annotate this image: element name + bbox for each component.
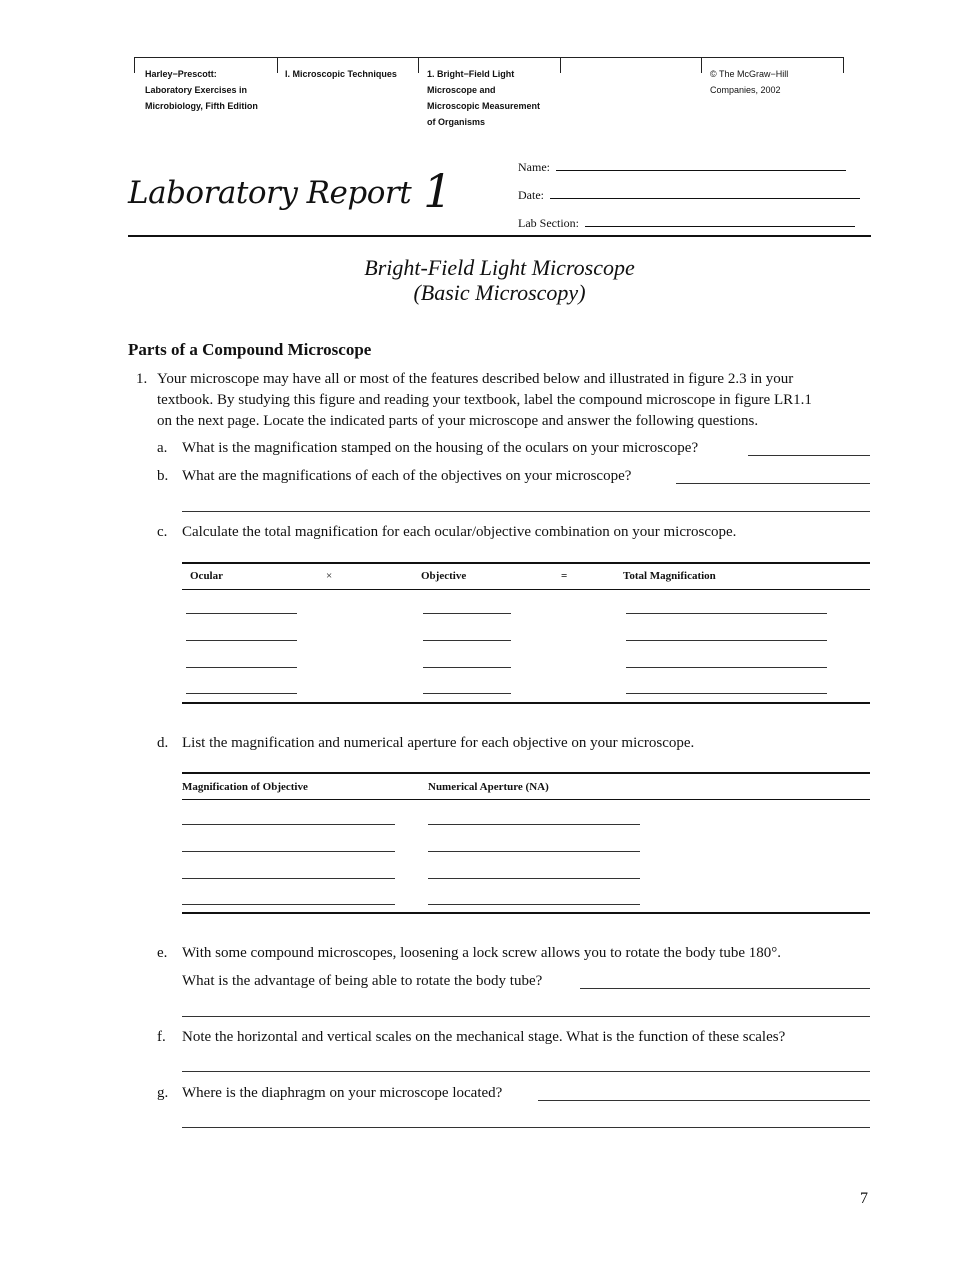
answer-b-line-2[interactable] <box>182 511 870 512</box>
question-a-letter: a. <box>157 440 168 456</box>
total-blank[interactable] <box>626 693 827 694</box>
question-b-letter: b. <box>157 468 169 484</box>
subtitle-line2: (Basic Microscopy) <box>413 280 586 305</box>
question-f-letter: f. <box>157 1029 166 1045</box>
question-c-letter: c. <box>157 524 168 540</box>
answer-a-line[interactable] <box>748 455 870 456</box>
times-symbol: × <box>326 570 333 582</box>
answer-e-line-2[interactable] <box>182 1016 870 1017</box>
table-c-top-rule <box>182 562 870 564</box>
ocular-blank[interactable] <box>186 640 297 641</box>
equals-symbol: = <box>561 570 568 582</box>
question-g-text: Where is the diaphragm on your microscope located? <box>182 1085 503 1101</box>
na-blank[interactable] <box>428 824 640 825</box>
date-line[interactable] <box>550 198 860 199</box>
ocular-blank[interactable] <box>186 613 297 614</box>
table-d-top-rule <box>182 772 870 774</box>
total-blank[interactable] <box>626 640 827 641</box>
intro-line: on the next page. Locate the indicated parts of your microscope and answer the following questions. <box>157 413 759 429</box>
mag-blank[interactable] <box>182 878 395 879</box>
question-d-letter: d. <box>157 735 169 751</box>
mag-blank[interactable] <box>182 904 395 905</box>
question-d-text: List the magnification and numerical aperture for each objective on your microscope. <box>182 735 695 751</box>
question-g-letter: g. <box>157 1085 169 1101</box>
subtitle-line1: Bright-Field Light Microscope <box>364 255 635 280</box>
table-c-header-ocular: Ocular <box>190 570 223 582</box>
question-e-letter: e. <box>157 945 168 961</box>
total-blank[interactable] <box>626 667 827 668</box>
name-line[interactable] <box>556 170 846 171</box>
header-book: Harley−Prescott: Laboratory Exercises in Microbiology, Fifth Edition <box>145 69 258 111</box>
ocular-blank[interactable] <box>186 693 297 694</box>
lab-section-line[interactable] <box>585 226 855 227</box>
date-label: Date: <box>518 188 544 202</box>
title-rule <box>128 235 871 237</box>
intro-paragraph <box>157 369 812 432</box>
report-title <box>128 160 452 218</box>
lab-section-label: Lab Section: <box>518 216 579 230</box>
intro-line: Your microscope may have all or most of the features described below and illustrated in figure 2.3 in your <box>157 371 794 387</box>
ocular-blank[interactable] <box>186 667 297 668</box>
objective-blank[interactable] <box>423 613 511 614</box>
date-field[interactable] <box>518 188 860 203</box>
table-d-header-mag: Magnification of Objective <box>182 781 308 793</box>
question-e-text: With some compound microscopes, loosening a lock screw allows you to rotate the body tube 180°. <box>182 945 782 961</box>
page-number: 7 <box>860 1190 868 1207</box>
section-heading: Parts of a Compound Microscope <box>128 340 372 359</box>
subtitle <box>128 255 871 305</box>
question-a-text: What is the magnification stamped on the housing of the oculars on your microscope? <box>182 440 699 456</box>
header-copyright: © The McGraw−Hill Companies, 2002 <box>710 69 789 95</box>
report-title-text: Laboratory Report <box>128 175 412 211</box>
intro-line: textbook. By studying this figure and reading your textbook, label the compound microscope in figure LR1.1 <box>157 392 812 408</box>
question-c-text: Calculate the total magnification for each ocular/objective combination on your microscope. <box>182 524 737 540</box>
header-chapter: 1. Bright−Field Light Microscope and Microscopic Measurement of Organisms <box>427 69 541 127</box>
mag-blank[interactable] <box>182 851 395 852</box>
table-c-header-total: Total Magnification <box>623 570 716 582</box>
table-d-bottom-rule <box>182 912 870 914</box>
table-c-bottom-rule <box>182 702 870 704</box>
report-number: 1 <box>423 164 452 218</box>
lab-section-field[interactable] <box>518 216 855 231</box>
answer-f-line[interactable] <box>182 1071 870 1072</box>
mag-blank[interactable] <box>182 824 395 825</box>
header-part: I. Microscopic Techniques <box>285 69 397 79</box>
running-header <box>134 57 844 132</box>
question-f-text: Note the horizontal and vertical scales on the mechanical stage. What is the function of these scales? <box>182 1029 786 1045</box>
na-blank[interactable] <box>428 878 640 879</box>
name-field[interactable] <box>518 160 846 175</box>
answer-b-line[interactable] <box>676 483 870 484</box>
question-b-text: What are the magnifications of each of the objectives on your microscope? <box>182 468 632 484</box>
objective-blank[interactable] <box>423 640 511 641</box>
na-blank[interactable] <box>428 904 640 905</box>
table-c-header-objective: Objective <box>421 570 467 582</box>
answer-g-line-2[interactable] <box>182 1127 870 1128</box>
na-blank[interactable] <box>428 851 640 852</box>
question-e-text-2: What is the advantage of being able to rotate the body tube? <box>182 973 543 989</box>
total-blank[interactable] <box>626 613 827 614</box>
name-label: Name: <box>518 160 550 174</box>
objective-blank[interactable] <box>423 667 511 668</box>
answer-e-line[interactable] <box>580 988 870 989</box>
item-number: 1. <box>136 371 148 387</box>
table-d-header-na: Numerical Aperture (NA) <box>428 781 549 793</box>
objective-blank[interactable] <box>423 693 511 694</box>
table-c-header-rule <box>182 589 870 590</box>
table-d-header-rule <box>182 799 870 800</box>
answer-g-line[interactable] <box>538 1100 870 1101</box>
